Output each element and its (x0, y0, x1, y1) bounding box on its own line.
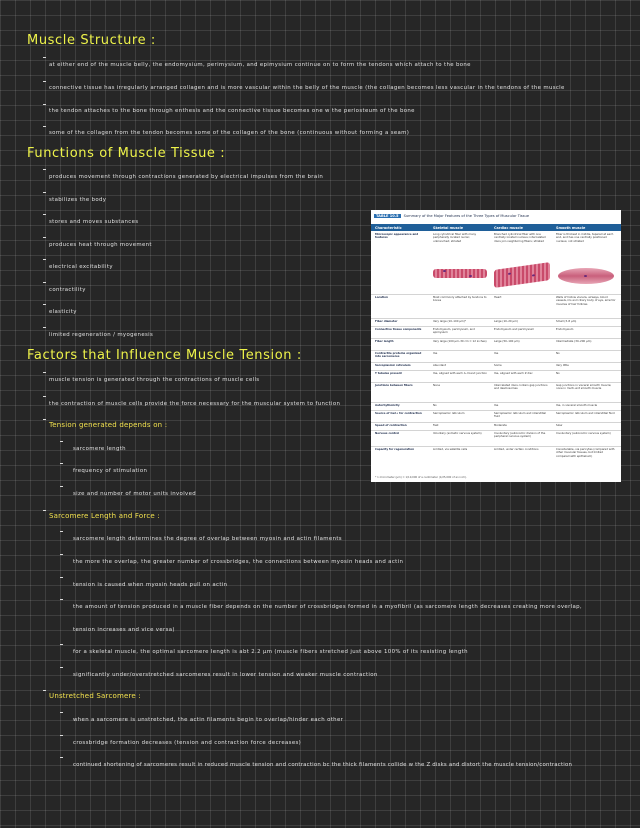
note-factor-2: the contraction of muscle cells provide the force necessary for the muscular system to function (49, 401, 341, 407)
bullet-dash (60, 486, 63, 487)
tension-item-2: frequency of stimulation (73, 468, 148, 474)
bullet-dash (60, 757, 63, 758)
note-structure-2: connective tissue has irregularly arranged collagen and is more vascular within the belly of the muscle (the collagen becomes less vascular in the tendons of the muscle (49, 85, 565, 91)
bullet-dash (60, 577, 63, 578)
table-row: Location Most commonly attached by tendons to bones Heart Walls of hollow viscera, airways, blood vessels, iris and ciliary body of eye, arrector muscles of hair follicles (371, 294, 621, 319)
tension-subheading: Tension generated depends on : (49, 421, 168, 429)
header-smooth: Smooth muscle (556, 225, 586, 230)
figure-footnote: * 1 micrometer (μm) = 1/10,000 of a centimeter (1/25,000 of an inch). (375, 476, 467, 479)
table-row: Connective tissue components Endomysium, perimysium, and epimysium Endomysium and perimysium Endomysium (371, 326, 621, 339)
note-function-1: produces movement through contractions generated by electrical impulses from the brain (49, 174, 324, 180)
bullet-dash (43, 304, 46, 305)
bullet-dash (60, 441, 63, 442)
table-row: Junctions between fibers None Intercalated discs contain gap junctions and desmosomes Gap junctions in visceral smooth muscle; none in multi-unit smooth muscle (371, 382, 621, 403)
table-row: Autorhythmicity No Yes Yes, in visceral smooth muscle (371, 402, 621, 411)
note-structure-4: some of the collagen from the tendon becomes some of the collagen of the bone (continuous without forming a seam) (49, 130, 410, 136)
note-function-3: stores and moves substances (49, 219, 139, 225)
muscle-structure-heading: Muscle Structure : (27, 33, 156, 48)
muscle-types-table-figure (371, 210, 621, 482)
table-row: Microscopic appearance and features Long cylindrical fiber with many peripherally located nuclei; unbranched; striated Branched cylindrical fiber with one centrally located nucleus; intercalated discs join neighboring fibers; striated Fiber is thickest in middle, tapered at each end, and has one centrally positioned nucleus; not striated (375, 232, 614, 243)
note-function-8: limited regeneration / myogenesis (49, 332, 154, 338)
header-characteristic: Characteristic (375, 225, 402, 230)
factors-heading: Factors that Influence Muscle Tension : (27, 348, 302, 363)
bullet-dash (60, 735, 63, 736)
skeletal-muscle-image (433, 269, 487, 278)
bullet-dash (43, 214, 46, 215)
unstretched-item-2: crossbridge formation decreases (tension and contraction force decreases) (73, 740, 302, 746)
bullet-dash (60, 712, 63, 713)
note-factor-1: muscle tension is generated through the contractions of muscle cells (49, 377, 260, 383)
unstretched-item-3: continued shortening of sarcomeres result in reduced muscle tension and contraction bc the thick filaments collide w the Z disks and distort the muscle tension/contraction (73, 762, 573, 768)
table-header-row (371, 224, 621, 231)
note-structure-1: at either end of the muscle belly, the endomysium, perimysium, and epimysium continue on to form the tendons which attach to the bone (49, 62, 471, 68)
sarcomere-item-4: the amount of tension produced in a muscle fiber depends on the number of crossbridges formed in a myofibril (as sarcomere length decreases creating more overlap, (73, 604, 582, 610)
bullet-dash (43, 419, 46, 420)
unstretched-item-1: when a sarcomere is unstretched, the actin filaments begin to overlap/hinder each other (73, 717, 344, 723)
bullet-dash (60, 554, 63, 555)
bullet-dash (43, 282, 46, 283)
smooth-muscle-image (558, 268, 614, 284)
tension-item-3: size and number of motor units involved (73, 491, 197, 497)
bullet-dash (43, 192, 46, 193)
sarcomere-item-6: for a skeletal muscle, the optimal sarcomere length is abt 2.2 μm (muscle fibers stretched just above 100% of its resisting length (73, 649, 468, 655)
sarcomere-item-3: tension is caused when myosin heads pull on actin (73, 582, 228, 588)
note-structure-3: the tendon attaches to the bone through enthesis and the connective tissue becomes one w the periosteum of the bone (49, 108, 415, 114)
bullet-dash (60, 667, 63, 668)
table-row: Speed of contraction Fast Moderate Slow (371, 422, 621, 431)
header-skeletal: Skeletal muscle (433, 225, 464, 230)
header-cardiac: Cardiac muscle (494, 225, 523, 230)
bullet-dash (43, 237, 46, 238)
bullet-dash (43, 690, 46, 691)
sarcomere-item-2: the more the overlap, the greater number of crossbridges, the connections between myosin heads and actin (73, 559, 404, 565)
table-row: T tubules present Yes, aligned with each A–I band junction Yes, aligned with each Z disc No (371, 370, 621, 383)
note-function-4: produces heat through movement (49, 242, 152, 248)
bullet-dash (60, 644, 63, 645)
bullet-dash (43, 104, 46, 105)
figure-tag: TABLE 10.5 (376, 214, 399, 218)
note-function-5: electrical excitability (49, 264, 113, 270)
bullet-dash (43, 259, 46, 260)
sarcomere-item-7: significantly under/overstretched sarcomeres result in lower tension and weaker muscle contraction (73, 672, 378, 678)
sarcomere-subheading: Sarcomere Length and Force : (49, 512, 160, 520)
figure-title (374, 214, 529, 218)
sarcomere-item-5: tension increases and vice versa) (73, 627, 175, 633)
bullet-dash (43, 510, 46, 511)
bullet-dash (43, 327, 46, 328)
note-function-2: stabilizes the body (49, 197, 107, 203)
bullet-dash (60, 599, 63, 600)
bullet-dash (60, 463, 63, 464)
bullet-dash (43, 81, 46, 82)
table-row: Nervous control Voluntary (somatic nervous system) Involuntary (autonomic division of the peripheral nervous system) Involuntary (autonomic nervous system) (371, 430, 621, 447)
bullet-dash (60, 531, 63, 532)
table-row: Source of Ca2+ for contraction Sarcoplasmic reticulum Sarcoplasmic reticulum and interstitial fluid Sarcoplasmic reticulum and interstitial fluid (371, 410, 621, 423)
bullet-dash (43, 372, 46, 373)
figure-caption: Summary of the Major Features of the Three Types of Muscular Tissue (403, 214, 530, 218)
table-row: Fiber length Very large (100 μm–30 cm = 12 inches) Large (50–100 μm) Intermediate (30–200 μm) (371, 338, 621, 351)
unstretched-subheading: Unstretched Sarcomere : (49, 692, 141, 700)
bullet-dash (43, 396, 46, 397)
table-row: Sarcoplasmic reticulum Abundant Some Very little (371, 362, 621, 371)
bullet-dash (43, 126, 46, 127)
sarcomere-item-1: sarcomere length determines the degree of overlap between myosin and actin filaments (73, 536, 342, 542)
table-row: Fiber diameter Very large (10–100 μm)* Large (10–20 μm) Small (3–8 μm) (371, 318, 621, 327)
table-row: Capacity for regeneration Limited, via satellite cells Limited, under certain conditions Considerable, via pericytes (compared with other muscular tissues, but limited compared with epithelium) (371, 446, 621, 473)
bullet-dash (43, 57, 46, 58)
functions-heading: Functions of Muscle Tissue : (27, 146, 226, 161)
tension-item-1: sarcomere length (73, 446, 126, 452)
note-function-7: elasticity (49, 309, 77, 315)
table-row: Contractile proteins organized into sarcomeres Yes Yes No (371, 350, 621, 363)
note-function-6: contractility (49, 287, 86, 293)
bullet-dash (43, 169, 46, 170)
